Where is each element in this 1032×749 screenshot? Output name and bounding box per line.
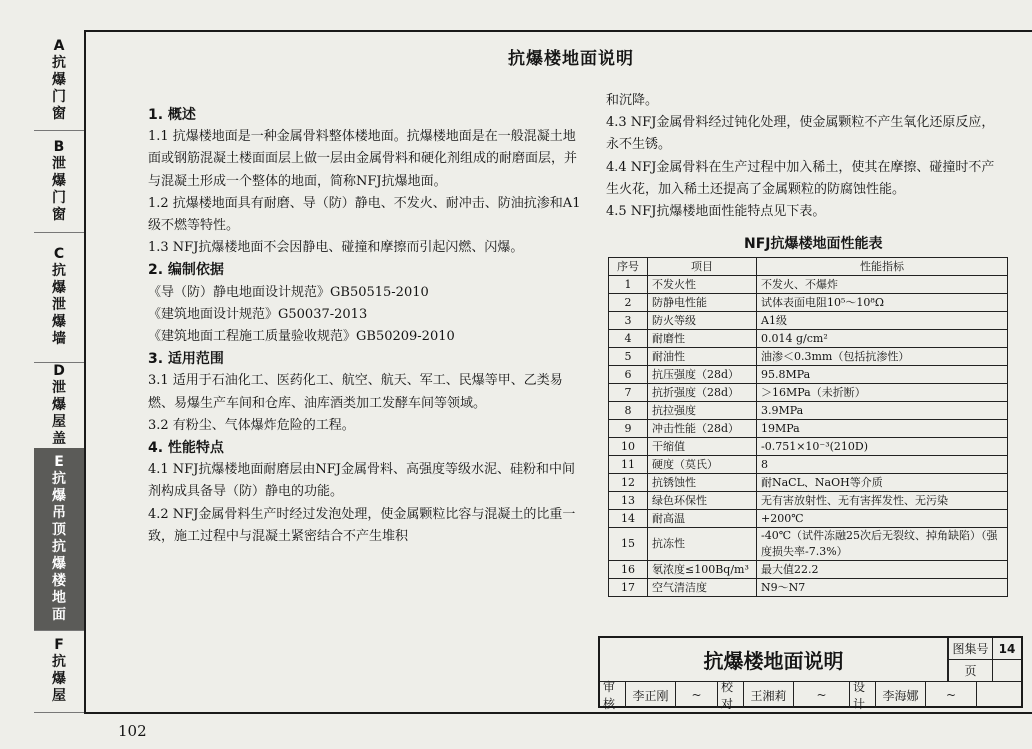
table-row [609, 510, 1008, 528]
table-row [609, 366, 1008, 384]
cell-n: 4 [609, 330, 648, 348]
side-tab-label: 抗爆屋 [52, 654, 66, 704]
side-tab-label: 抗爆吊顶抗爆楼地面 [52, 471, 66, 623]
cell-spec: 8 [757, 456, 1008, 474]
paragraph: 4.4 NFJ金属骨料在生产过程中加入稀土，使其在摩擦、碰撞时不产生火花，加入稀土还提高了金属颗粒的防腐蚀性能。 [606, 159, 995, 197]
paragraph: 4.2 NFJ金属骨料生产时经过发泡处理，使金属颗粒比容与混凝土的比重一致，施工过程中与混凝土紧密结合不产生堆积 [148, 506, 576, 544]
atlas-number: 14 [992, 638, 1021, 660]
cell-item: 抗锈蚀性 [648, 474, 757, 492]
cell-spec: 19MPa [757, 420, 1008, 438]
review-label: 审核 [600, 682, 626, 708]
table-row [609, 294, 1008, 312]
side-tab-e[interactable] [34, 448, 84, 631]
paragraph: 4.1 NFJ抗爆楼地面耐磨层由NFJ金属骨料、高强度等级水泥、硅粉和中间剂构成具备导（防）静电的功能。 [148, 462, 576, 500]
cell-n: 14 [609, 510, 648, 528]
header-spec: 性能指标 [757, 258, 1008, 276]
side-tab-letter: E [54, 454, 64, 470]
cell-spec: 不发火、不爆炸 [757, 276, 1008, 294]
check-signature: ~ [794, 682, 850, 708]
title-block [598, 636, 1023, 711]
cell-spec: +200℃ [757, 510, 1008, 528]
cell-item: 抗冻性 [648, 528, 757, 561]
cell-n: 3 [609, 312, 648, 330]
section-heading: 1. 概述 [148, 107, 196, 123]
side-tab-c[interactable] [34, 232, 84, 363]
table-row [609, 561, 1008, 579]
side-tab-label: 泄爆门窗 [52, 155, 66, 223]
cell-n: 10 [609, 438, 648, 456]
cell-spec: ＞16MPa（未折断） [757, 384, 1008, 402]
section-heading: 2. 编制依据 [148, 262, 224, 279]
cell-n: 13 [609, 492, 648, 510]
table-row [609, 420, 1008, 438]
title-block-title: 抗爆楼地面说明 [600, 638, 948, 682]
side-tab-f[interactable] [34, 630, 84, 713]
cell-spec: A1级 [757, 312, 1008, 330]
table-row [609, 528, 1008, 561]
table-row [609, 312, 1008, 330]
page-number: 102 [118, 722, 147, 740]
side-tab-letter: C [53, 246, 65, 262]
cell-n: 9 [609, 420, 648, 438]
paragraph: 1.2 抗爆楼地面具有耐磨、导（防）静电、不发火、耐冲击、防油抗渗和A1级不燃等特性。 [148, 195, 581, 234]
paragraph: 3.2 有粉尘、气体爆炸危险的工程。 [148, 417, 355, 433]
cell-item: 硬度（莫氏） [648, 456, 757, 474]
section-heading: 4. 性能特点 [148, 440, 224, 457]
cell-item: 不发火性 [648, 276, 757, 294]
table-header-row [609, 258, 1008, 276]
paragraph: 1.3 NFJ抗爆楼地面不会因静电、碰撞和摩擦而引起闪燃、闪爆。 [148, 240, 524, 256]
table-row [609, 438, 1008, 456]
table-row [609, 579, 1008, 597]
paragraph: 《建筑地面设计规范》G50037-2013 [148, 306, 368, 322]
page-label: 页 [948, 660, 992, 682]
cell-spec: -0.751×10⁻³(210D) [757, 438, 1008, 456]
cell-item: 绿色环保性 [648, 492, 757, 510]
cell-n: 7 [609, 384, 648, 402]
design-signature: ~ [926, 682, 977, 708]
cell-spec: 95.8MPa [757, 366, 1008, 384]
cell-item: 抗压强度（28d） [648, 366, 757, 384]
cell-spec: -40℃（试件冻融25次后无裂纹、掉角缺陷）（强度损失率-7.3%） [757, 528, 1008, 561]
paragraph: 4.3 NFJ金属骨料经过钝化处理，使金属颗粒不产生氧化还原反应，永不生锈。 [606, 115, 995, 153]
cell-n: 12 [609, 474, 648, 492]
page-title: 抗爆楼地面说明 [508, 49, 634, 69]
header-item: 项目 [648, 258, 757, 276]
side-tab-a[interactable] [34, 30, 84, 131]
cell-item: 耐高温 [648, 510, 757, 528]
cell-item: 空气清洁度 [648, 579, 757, 597]
paragraph: 3.1 适用于石油化工、医药化工、航空、航天、军工、民爆等甲、乙类易燃、易爆生产车间和仓库、油库酒类加工发酵车间等领域。 [148, 373, 563, 411]
cell-n: 5 [609, 348, 648, 366]
table-row [609, 456, 1008, 474]
cell-item: 抗拉强度 [648, 402, 757, 420]
cell-item: 防静电性能 [648, 294, 757, 312]
review-name: 李正刚 [626, 682, 676, 708]
table-row [609, 330, 1008, 348]
table-row [609, 492, 1008, 510]
paragraph: 《导（防）静电地面设计规范》GB50515-2010 [148, 284, 429, 300]
cell-spec: N9～N7 [757, 579, 1008, 597]
cell-n: 15 [609, 528, 648, 561]
side-tab-d[interactable] [34, 362, 84, 449]
page-value [992, 660, 1021, 682]
cell-item: 冲击性能（28d） [648, 420, 757, 438]
performance-table [608, 257, 1008, 597]
side-tab-letter: F [54, 637, 64, 653]
cell-item: 耐油性 [648, 348, 757, 366]
section-heading: 3. 适用范围 [148, 351, 224, 368]
title-block-filler [977, 682, 1021, 708]
cell-n: 8 [609, 402, 648, 420]
cell-n: 1 [609, 276, 648, 294]
cell-spec: 试体表面电阻10⁵～10⁸Ω [757, 294, 1008, 312]
cell-item: 干缩值 [648, 438, 757, 456]
cell-spec: 最大值22.2 [757, 561, 1008, 579]
check-label: 校对 [718, 682, 744, 708]
side-tab-letter: B [53, 138, 65, 155]
cell-spec: 无有害放射性、无有害挥发性、无污染 [757, 492, 1008, 510]
check-name: 王湘莉 [744, 682, 794, 708]
table-row [609, 474, 1008, 492]
table-row [609, 384, 1008, 402]
side-tab-strip [34, 30, 86, 712]
frame-top-border [84, 30, 1032, 32]
cell-n: 11 [609, 456, 648, 474]
paragraph: 《建筑地面工程施工质量验收规范》GB50209-2010 [148, 329, 455, 345]
side-tab-letter: D [53, 362, 65, 379]
header-no: 序号 [609, 258, 648, 276]
table-row [609, 276, 1008, 294]
cell-spec: 油渗＜0.3mm（包括抗渗性） [757, 348, 1008, 366]
frame-bottom-border [84, 712, 1032, 714]
design-label: 设计 [850, 682, 876, 708]
table-title: NFJ抗爆楼地面性能表 [744, 236, 883, 252]
cell-n: 6 [609, 366, 648, 384]
side-tab-b[interactable] [34, 130, 84, 233]
side-tab-label: 抗爆泄爆墙 [52, 263, 66, 347]
cell-item: 防火等级 [648, 312, 757, 330]
side-tab-letter: A [53, 37, 65, 54]
cell-spec: 耐NaCL、NaOH等介质 [757, 474, 1008, 492]
design-name: 李海娜 [876, 682, 926, 708]
table-row [609, 348, 1008, 366]
cell-spec: 3.9MPa [757, 402, 1008, 420]
cell-spec: 0.014 g/cm² [757, 330, 1008, 348]
side-tab-label: 抗爆门窗 [52, 54, 66, 122]
cell-item: 耐磨性 [648, 330, 757, 348]
review-signature: ~ [676, 682, 718, 708]
left-text-column [148, 104, 588, 548]
side-tab-label: 泄爆屋盖 [52, 379, 66, 447]
cell-n: 17 [609, 579, 648, 597]
paragraph: 4.5 NFJ抗爆楼地面性能特点见下表。 [606, 204, 826, 220]
cell-n: 16 [609, 561, 648, 579]
table-row [609, 402, 1008, 420]
signature-row [600, 680, 1021, 711]
paragraph: 1.1 抗爆楼地面是一种金属骨料整体楼地面。抗爆楼地面是在一般混凝土地面或钢筋混凝土楼面面层上做一层由金属骨料和硬化剂组成的耐磨面层，并与混凝土形成一个整体的地面，简称NFJ抗爆地面。 [148, 129, 578, 189]
right-text-column [606, 90, 1006, 223]
cell-item: 氡浓度≤100Bq/m³ [648, 561, 757, 579]
cell-item: 抗折强度（28d） [648, 384, 757, 402]
paragraph: 和沉降。 [606, 93, 659, 108]
cell-n: 2 [609, 294, 648, 312]
atlas-label: 图集号 [948, 638, 992, 660]
